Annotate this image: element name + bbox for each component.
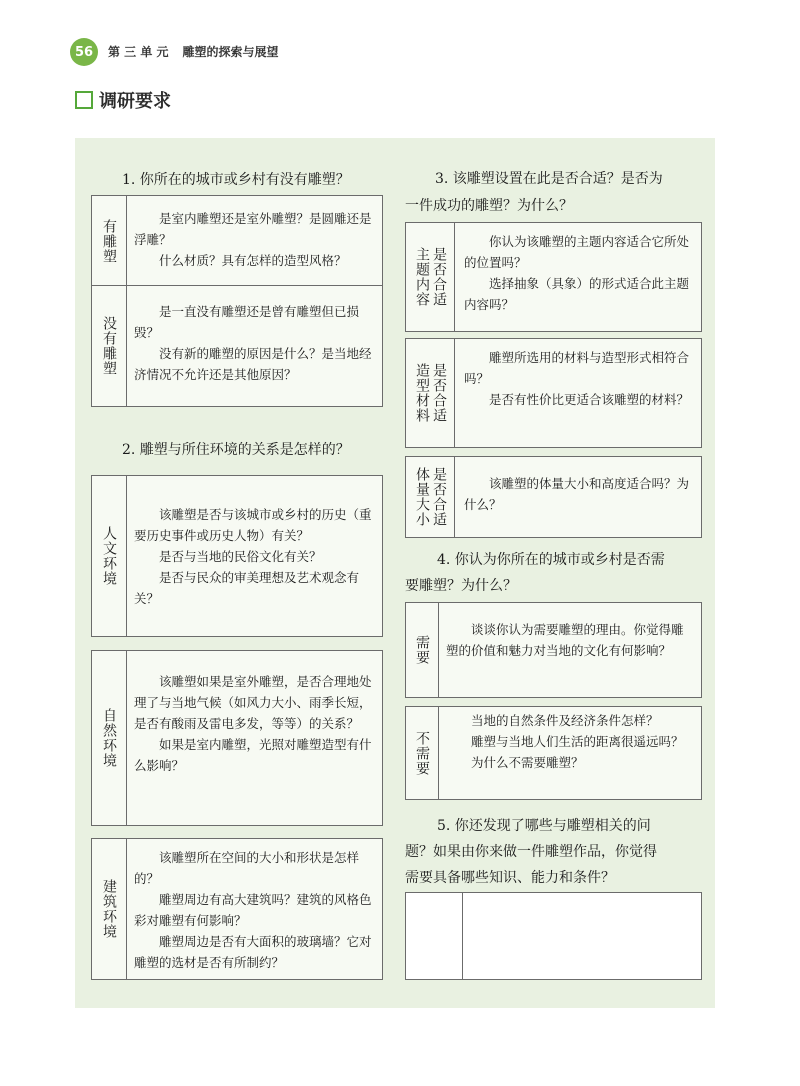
square-bullet-icon	[75, 91, 93, 109]
q5-title-line1: 5. 你还发现了哪些与雕塑相关的问	[437, 818, 651, 834]
row-body: 该雕塑的体量大小和高度适合吗？为什么？	[464, 476, 690, 512]
row-body: 你认为该雕塑的主题内容适合它所处的位置吗？ 选择抽象（具象）的形式适合此主题内容吗？	[464, 234, 690, 312]
row-label: 建筑环境	[92, 839, 127, 979]
row-body: 是室内雕塑还是室外雕塑？是圆雕还是浮雕？ 什么材质？具有怎样的造型风格？	[134, 211, 372, 268]
row-body: 是一直没有雕塑还是曾有雕塑但已损毁？ 没有新的雕塑的原因是什么？是当地经济情况不允许还是其他原因？	[134, 304, 372, 382]
q3-row-volume	[405, 456, 702, 538]
q2-row-natural	[91, 650, 383, 826]
q4-row-need	[405, 602, 702, 698]
chapter-title: 雕塑的探索与展望	[182, 45, 279, 59]
row-label: 需要	[406, 603, 439, 697]
row-label: 自然环境	[92, 651, 127, 825]
row-label: 是否合适 主题内容	[406, 223, 455, 331]
row-body: 该雕塑如果是室外雕塑，是否合理地处理了与当地气候（如风力大小、雨季长短，是否有酸雨及雷电多发，等等）的关系？ 如果是室内雕塑，光照对雕塑造型有什么影响？	[134, 674, 372, 773]
unit-label: 第 三 单 元	[108, 45, 169, 59]
q5-title-line3: 需要具备哪些知识、能力和条件？	[405, 870, 615, 886]
q5-title-line2: 题？如果由你来做一件雕塑作品，你觉得	[405, 844, 657, 860]
row-body: 雕塑所选用的材料与造型形式相符合吗？ 是否有性价比更适合该雕塑的材料？	[464, 350, 690, 407]
page-number: 56	[74, 44, 94, 60]
q4-row-no-need	[405, 706, 702, 800]
row-label: 有雕塑	[92, 196, 127, 286]
row-label: 不需要	[406, 707, 439, 799]
section-title	[75, 87, 171, 113]
q3-row-material	[405, 338, 702, 448]
row-label: 人文环境	[92, 476, 127, 636]
q1-title: 1. 你所在的城市或乡村有没有雕塑？	[122, 172, 350, 188]
q3-title-line2: 一件成功的雕塑？为什么？	[405, 198, 573, 214]
row-label: 没有雕塑	[92, 286, 127, 406]
q2-row-architectural	[91, 838, 383, 980]
q2-row-cultural	[91, 475, 383, 637]
row-body: 当地的自然条件及经济条件怎样？ 雕塑与当地人们生活的距离很遥远吗？ 为什么不需要雕塑？	[471, 713, 684, 770]
row-label: 是否合适 造型材料	[406, 339, 455, 447]
q3-title-line1: 3. 该雕塑设置在此是否合适？是否为	[435, 171, 663, 187]
row-body: 该雕塑是否与该城市或乡村的历史（重要历史事件或历史人物）有关？ 是否与当地的民俗文化有关？ 是否与民众的审美理想及艺术观念有关？	[134, 507, 372, 606]
page-number-badge	[70, 38, 98, 66]
q1-row-no-sculpture	[91, 285, 383, 407]
section-title-text: 调研要求	[99, 91, 171, 112]
q5-answer-label-cell	[406, 893, 463, 979]
q4-title-line2: 要雕塑？为什么？	[405, 578, 517, 594]
row-body: 谈谈你认为需要雕塑的理由。你觉得雕塑的价值和魅力对当地的文化有何影响？	[446, 622, 684, 658]
q1-row-has-sculpture	[91, 195, 383, 287]
q3-row-theme	[405, 222, 702, 332]
research-panel	[75, 138, 715, 1008]
running-header	[108, 43, 293, 60]
q2-title: 2. 雕塑与所住环境的关系是怎样的？	[122, 442, 350, 458]
row-label: 是否合适 体量大小	[406, 457, 455, 537]
q4-title-line1: 4. 你认为你所在的城市或乡村是否需	[437, 552, 665, 568]
q5-answer-box[interactable]	[405, 892, 702, 980]
row-body: 该雕塑所在空间的大小和形状是怎样的？ 雕塑周边有高大建筑吗？建筑的风格色彩对雕塑有何影响？ 雕塑周边是否有大面积的玻璃墙？它对雕塑的选材是否有所制约？	[134, 850, 372, 970]
